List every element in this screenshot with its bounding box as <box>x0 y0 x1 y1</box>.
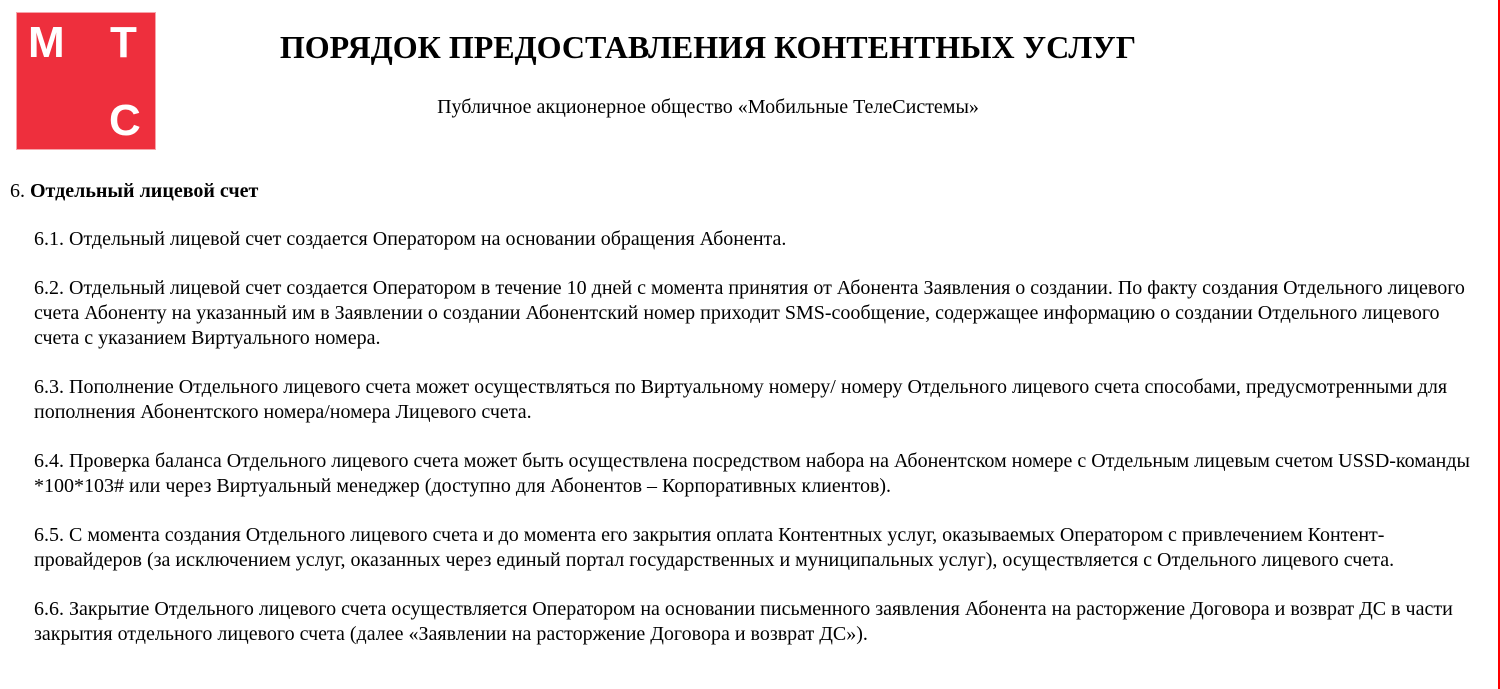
section-title: Отдельный лицевой счет <box>30 180 259 202</box>
section-number: 6. <box>10 180 25 202</box>
paragraph-6-3: 6.3. Пополнение Отдельного лицевого счета может осуществляться по Виртуальному номеру/ номеру Отдельного лицевого счета способами, предусмотренными для пополнения Абонентского номера/номера Лицевого счета. <box>34 376 1448 423</box>
logo-letter-t: Т <box>110 18 137 67</box>
paragraph-6-2: 6.2. Отдельный лицевой счет создается Оператором в течение 10 дней с момента принятия от Абонента Заявления о создании. По факту создания Отдельного лицевого счета Абоненту на указанный им в Заявлении о создании Абонентский номер приходит SMS-сообщение, содержащее информацию о создании Отдельного лицевого счета с указанием Виртуального номера. <box>34 277 1465 349</box>
logo-letter-c: С <box>109 96 141 145</box>
section-heading <box>10 179 258 203</box>
mts-logo <box>16 12 156 150</box>
paragraph-6-5: 6.5. С момента создания Отдельного лицевого счета и до момента его закрытия оплата Контентных услуг, оказываемых Оператором с привлечением Контент-провайдеров (за исключением услуг, оказанных через единый портал государственных и муниципальных услуг), осуществляется с Отдельного лицевого счета. <box>34 524 1395 571</box>
section-body <box>34 227 1484 671</box>
document-title: ПОРЯДОК ПРЕДОСТАВЛЕНИЯ КОНТЕНТНЫХ УСЛУГ <box>279 29 1137 65</box>
document-subtitle: Публичное акционерное общество «Мобильные ТелеСистемы» <box>437 96 979 118</box>
paragraph-6-6: 6.6. Закрытие Отдельного лицевого счета осуществляется Оператором на основании письменного заявления Абонента на расторжение Договора и возврат ДС в части закрытия отдельного лицевого счета (далее «Заявлении на расторжение Договора и возврат ДС»). <box>34 598 1453 645</box>
paragraph-6-1: 6.1. Отдельный лицевой счет создается Оператором на основании обращения Абонента. <box>34 228 787 250</box>
logo-letter-m: М <box>28 18 65 67</box>
paragraph-6-4: 6.4. Проверка баланса Отдельного лицевого счета может быть осуществлена посредством набора на Абонентском номере с Отдельным лицевым счетом USSD-команды *100*103# или через Виртуальный менеджер (доступно для Абонентов – Корпоративных клиентов). <box>34 450 1470 497</box>
